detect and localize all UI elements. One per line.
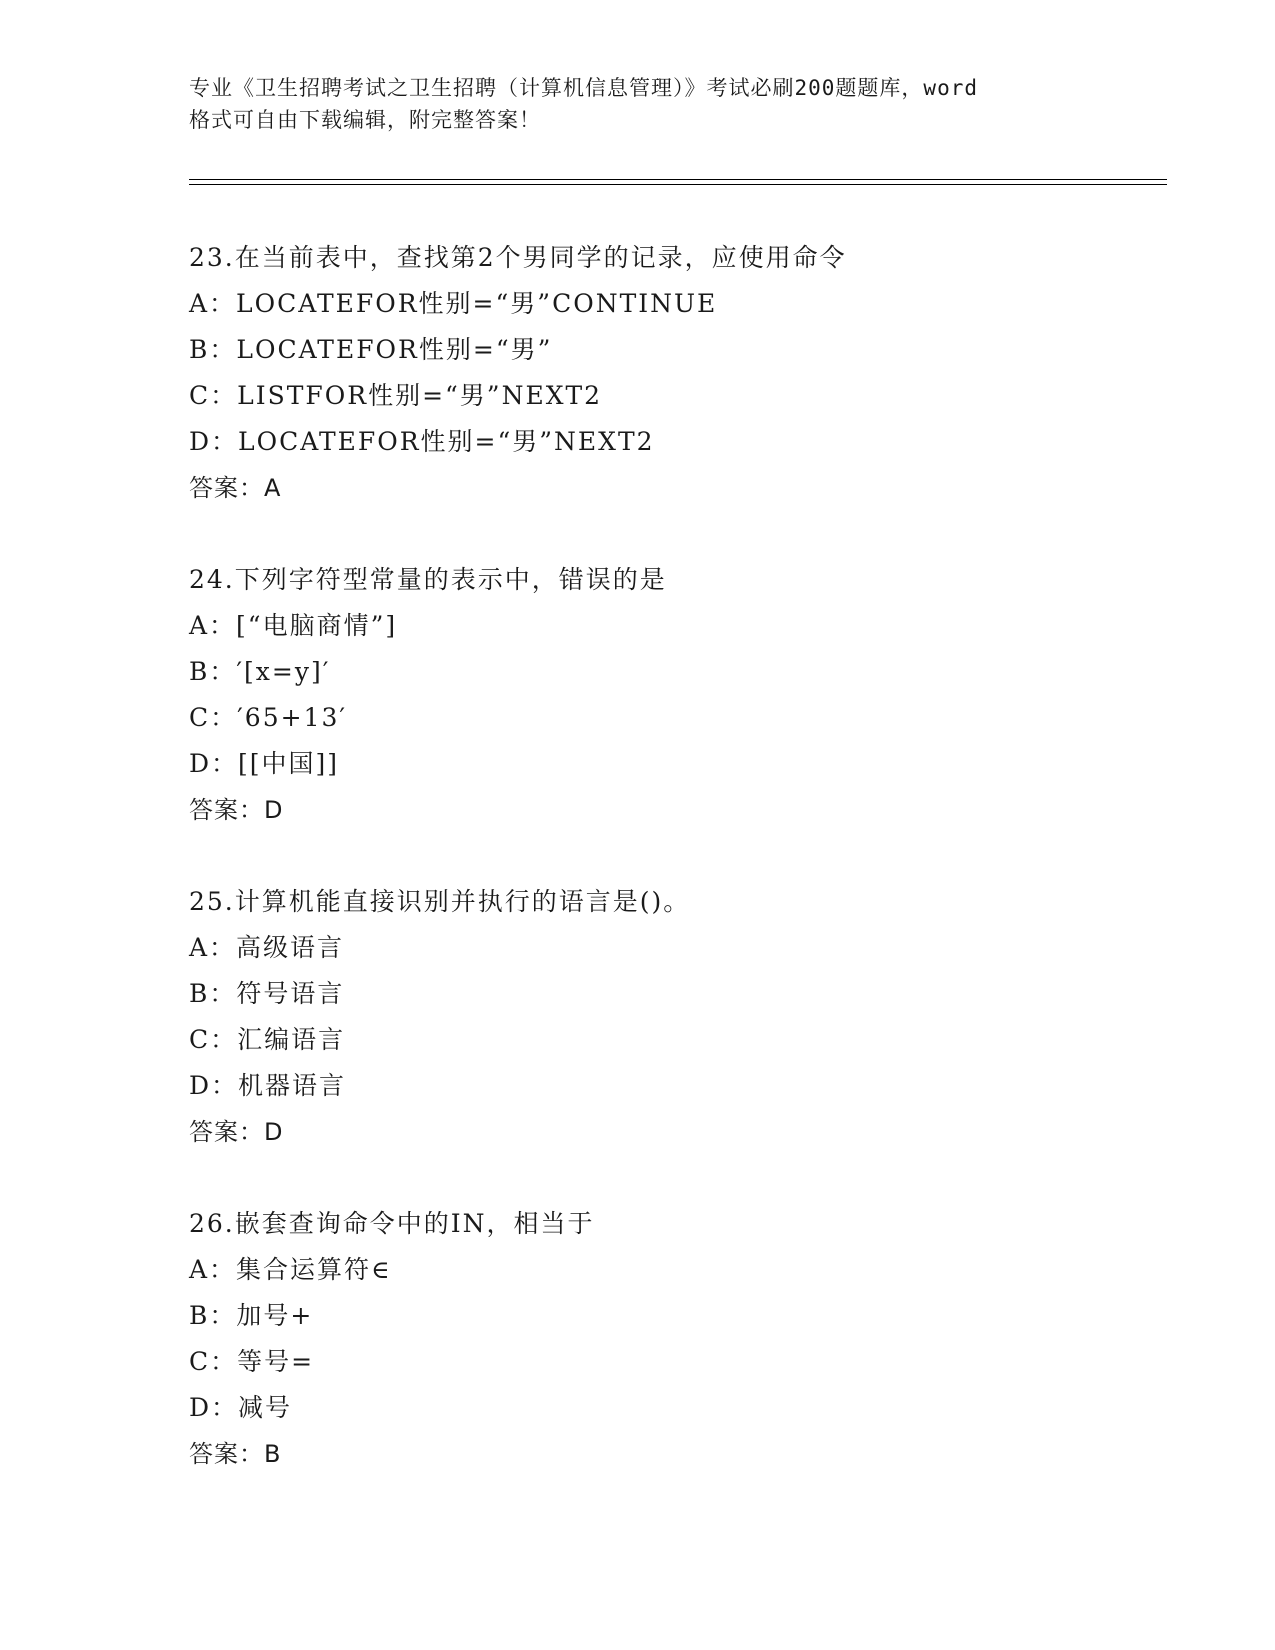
option-b: B：′[x=y]′ [189,657,331,686]
option-c: C：汇编语言 [189,1025,346,1054]
answer-line: 答案：B [189,1440,282,1468]
option-d: D：LOCATEFOR性别=“男”NEXT2 [189,427,655,456]
header-divider-top [189,179,1167,180]
option-c: C：LISTFOR性别=“男”NEXT2 [189,381,603,410]
question-stem: 23.在当前表中，查找第2个男同学的记录，应使用命令 [189,243,847,272]
header-line-2: 格式可自由下载编辑，附完整答案！ [189,108,541,132]
option-a: A：高级语言 [189,933,345,962]
question-stem: 26.嵌套查询命令中的IN，相当于 [189,1209,595,1238]
option-a: A：[“电脑商情”] [189,611,398,640]
option-c: C：等号= [189,1347,315,1376]
option-d: D：[[中国]] [189,749,340,778]
option-c: C：′65+13′ [189,703,348,732]
header-divider-bottom [189,184,1167,185]
option-d: D：机器语言 [189,1071,347,1100]
question-stem: 24.下列字符型常量的表示中，错误的是 [189,565,667,594]
option-b: B：LOCATEFOR性别=“男” [189,335,553,364]
question-23 [189,235,1149,511]
answer-line: 答案：D [189,1118,284,1146]
question-26 [189,1201,1149,1477]
question-24 [189,557,1149,833]
option-b: B：加号+ [189,1301,314,1330]
answer-line: 答案：D [189,796,284,824]
answer-line: 答案：A [189,474,282,502]
question-stem: 25.计算机能直接识别并执行的语言是()。 [189,887,691,916]
option-a: A：LOCATEFOR性别=“男”CONTINUE [189,289,718,318]
option-d: D：减号 [189,1393,293,1422]
option-b: B：符号语言 [189,979,345,1008]
question-25 [189,879,1149,1155]
option-a: A：集合运算符∈ [189,1255,392,1284]
document-header [189,72,1089,136]
header-line-1: 专业《卫生招聘考试之卫生招聘（计算机信息管理）》考试必刷200题题库，word [189,76,978,100]
